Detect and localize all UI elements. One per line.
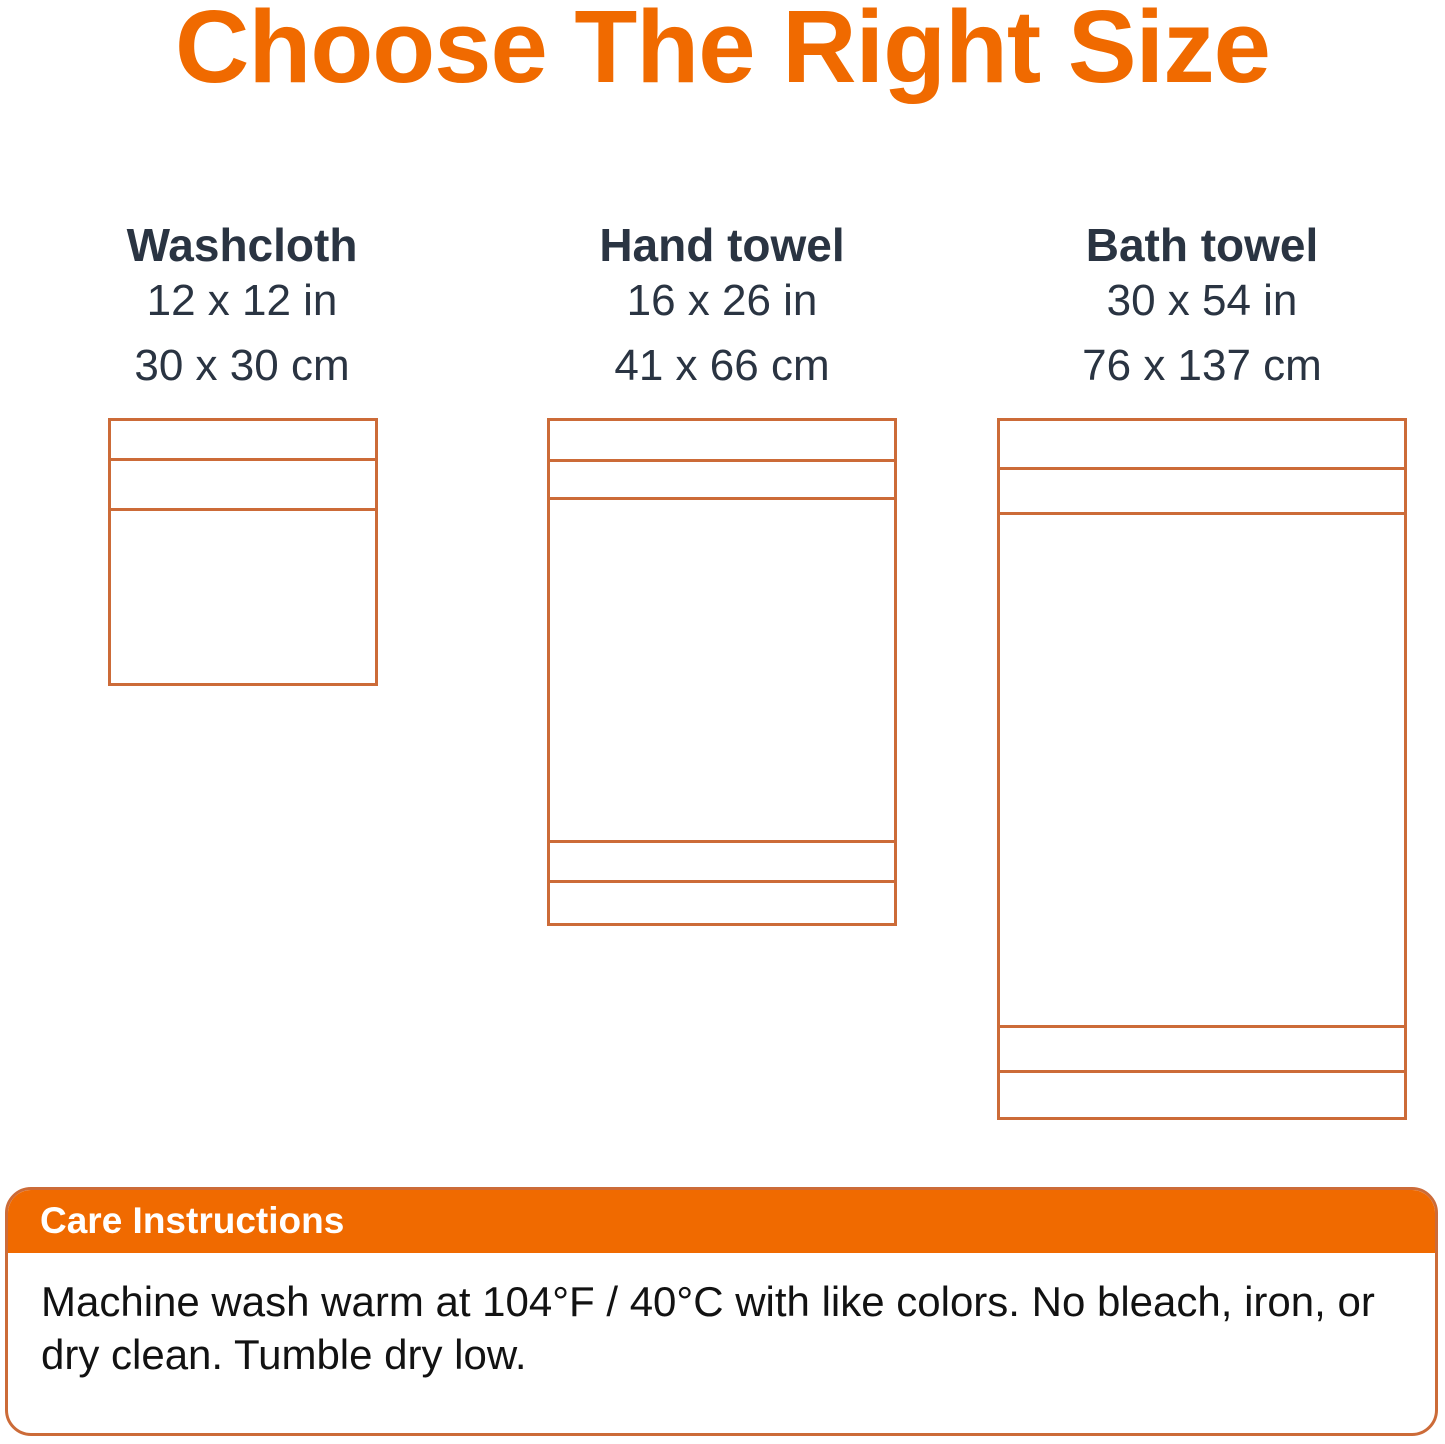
care-instructions-heading: Care Instructions [40, 1200, 345, 1241]
towel-border-line [111, 458, 375, 461]
hand-towel-name-label: Hand towel [599, 219, 845, 271]
towel-border-line [550, 459, 894, 462]
washcloth-size-cm: 30 x 30 cm [134, 341, 350, 390]
hand-towel-size-cm: 41 x 66 cm [614, 341, 830, 390]
towel-border-line [111, 508, 375, 511]
care-instructions-body [8, 1253, 1435, 1381]
care-instructions-header [7, 1189, 1436, 1253]
towel-border-line [1000, 1070, 1404, 1073]
towel-border-line [550, 497, 894, 500]
hand-towel-size-inches: 16 x 26 in [626, 276, 818, 325]
bath-towel-name-label: Bath towel [1085, 219, 1319, 271]
bath-towel-size-cm: 76 x 137 cm [1082, 341, 1322, 390]
care-instructions-text: Machine wash warm at 104°F / 40°C with like colors. No bleach, iron, or dry clean. Tumble dry low. [41, 1278, 1375, 1378]
towel-border-line [550, 840, 894, 843]
towel-border-line [1000, 512, 1404, 515]
washcloth-size-inches: 12 x 12 in [146, 276, 338, 325]
bath-towel-diagram [997, 418, 1407, 1120]
bath-towel-size-inches: 30 x 54 in [1106, 276, 1298, 325]
care-instructions-card [5, 1187, 1438, 1436]
page-title: Choose The Right Size [175, 0, 1270, 104]
washcloth-name-label: Washcloth [126, 219, 358, 271]
towel-border-line [1000, 467, 1404, 470]
towel-border-line [550, 880, 894, 883]
towel-border-line [1000, 1025, 1404, 1028]
washcloth-diagram [108, 418, 378, 686]
hand-towel-diagram [547, 418, 897, 926]
